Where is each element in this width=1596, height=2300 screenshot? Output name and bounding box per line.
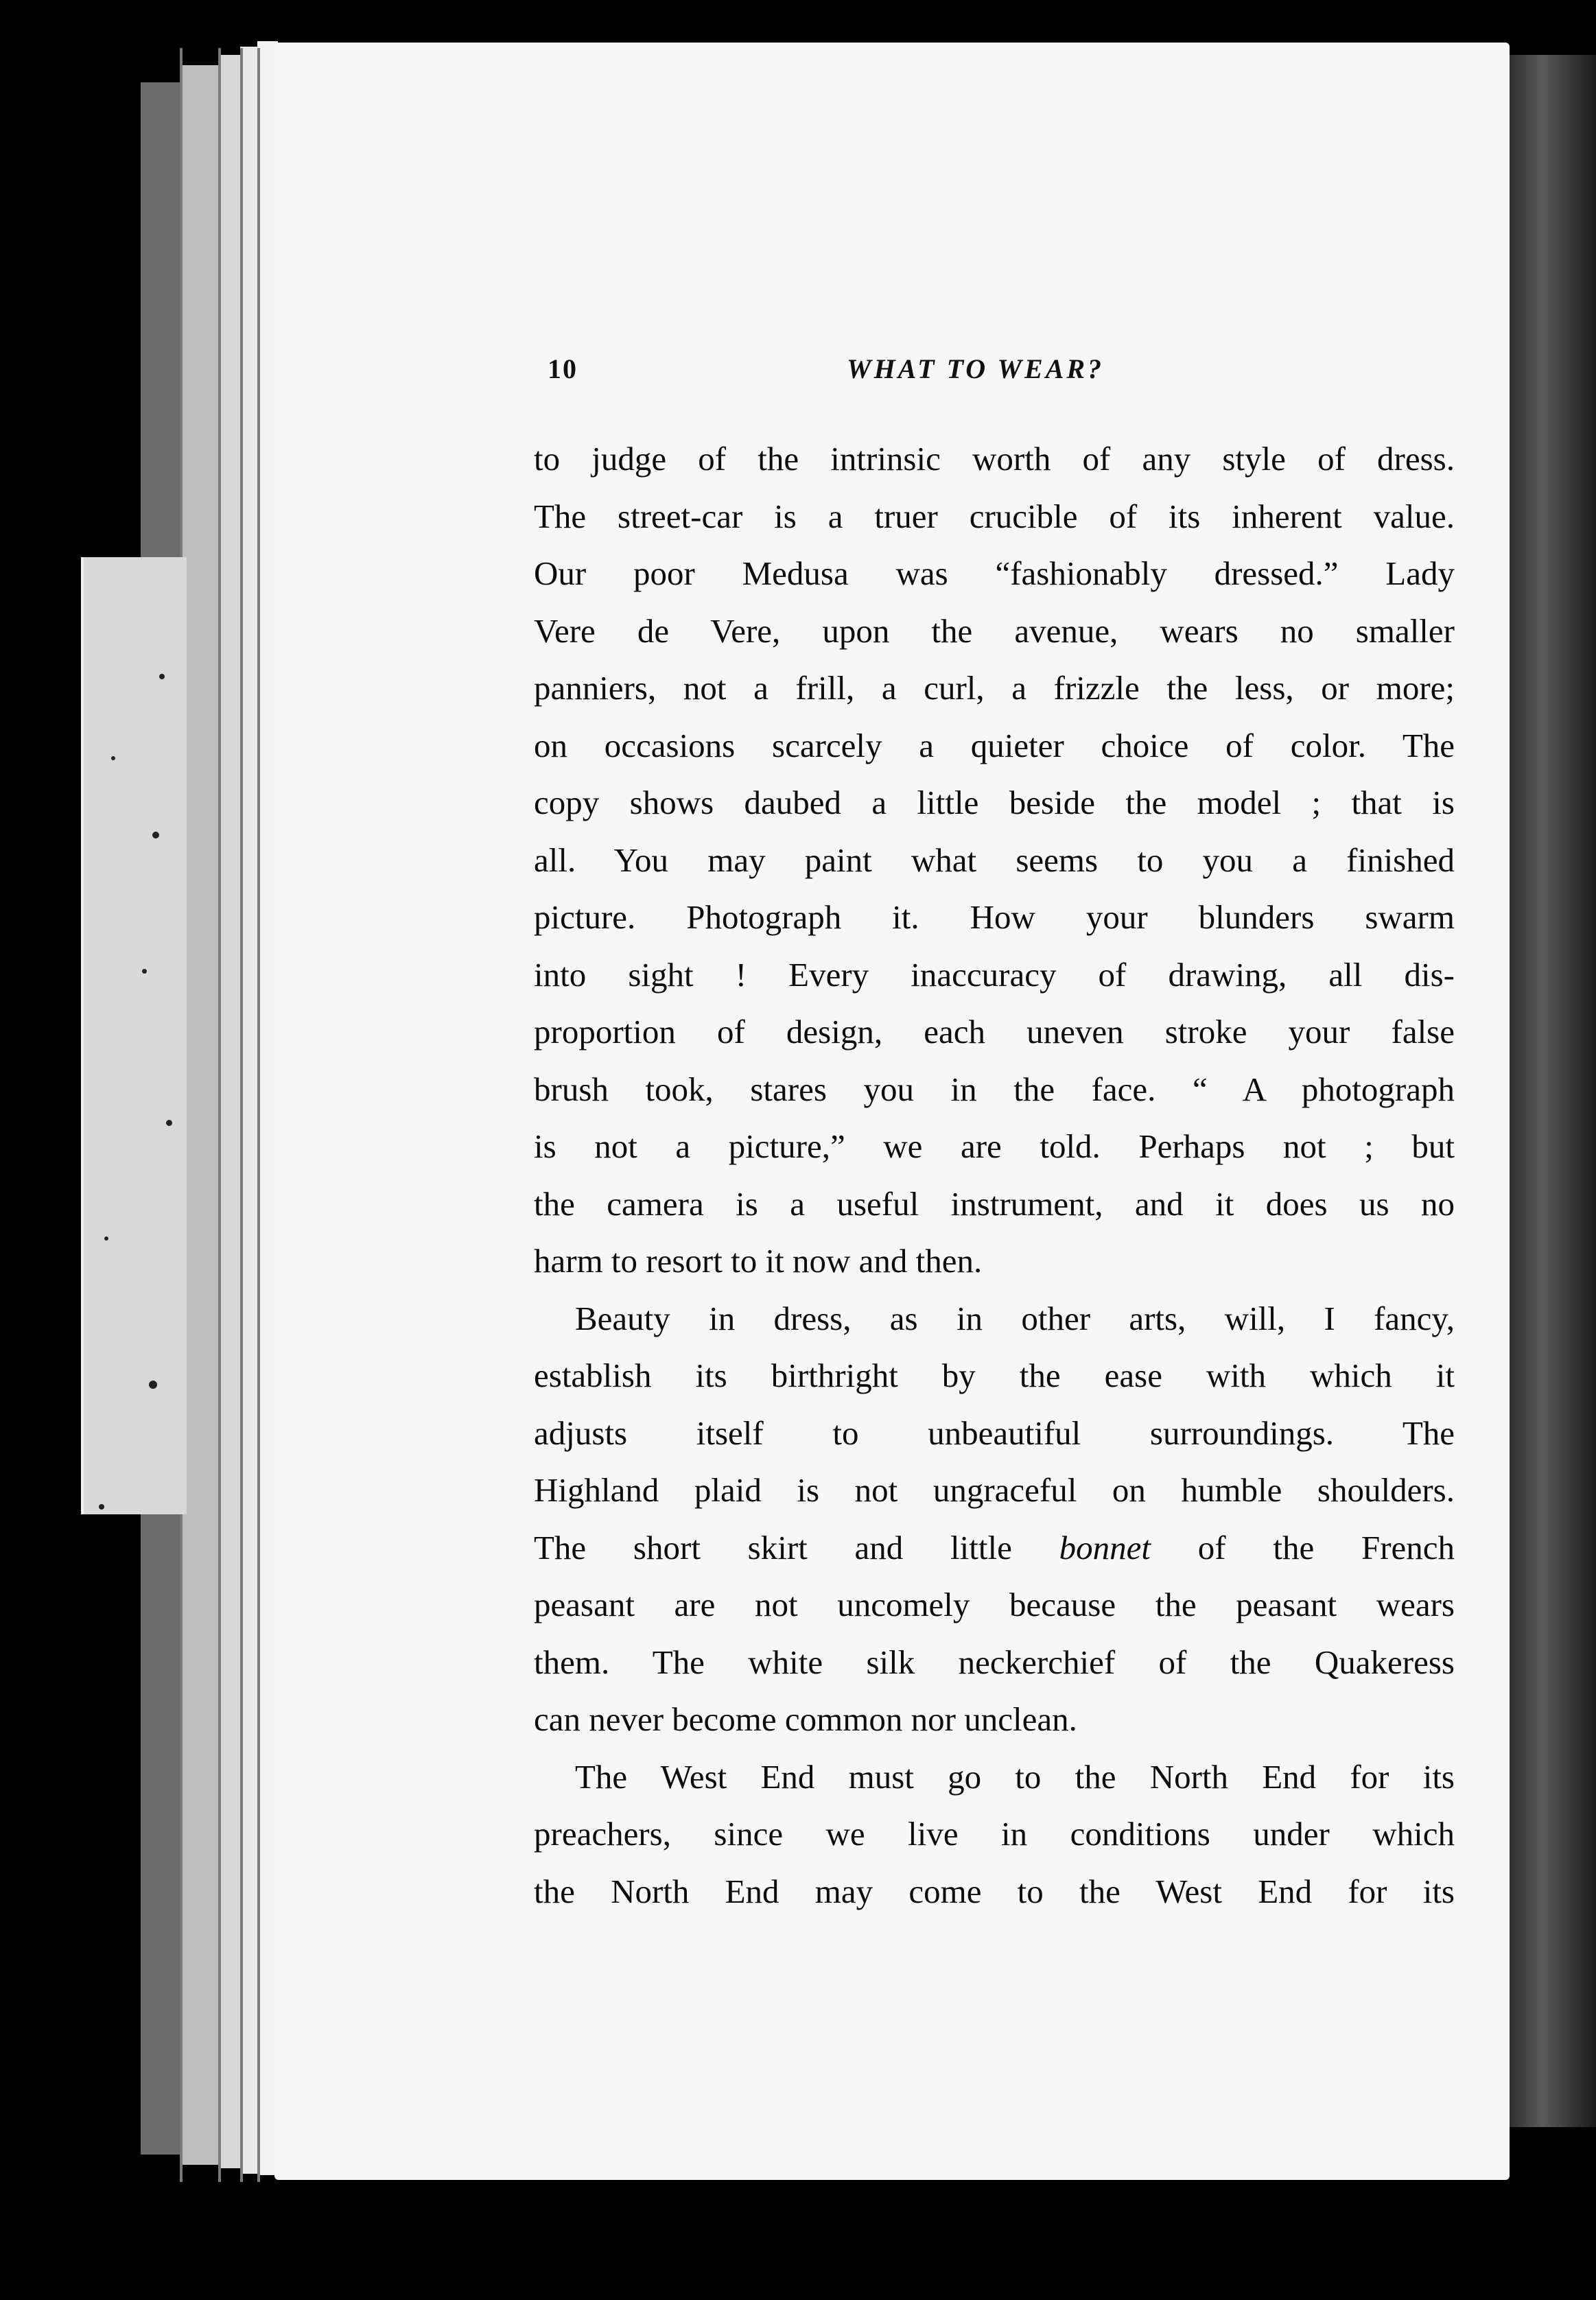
- text-line: the North End may come to the West End for its: [534, 1872, 1455, 1910]
- page-number: 10: [548, 353, 578, 384]
- right-page-stack: [1506, 55, 1596, 2127]
- page-edge-line: [240, 48, 243, 2182]
- text-line: Our poor Medusa was “fashionably dressed.” Lady: [534, 554, 1455, 592]
- text-line: panniers, not a frill, a curl, a frizzle the less, or more;: [534, 669, 1455, 707]
- text-line: proportion of design, each uneven stroke your false: [534, 1013, 1455, 1051]
- text-line: preachers, since we live in conditions under which: [534, 1815, 1455, 1853]
- text-line: into sight ! Every inaccuracy of drawing, all dis-: [534, 955, 1455, 994]
- text-run: The short skirt and little: [534, 1528, 1012, 1566]
- text-line: the camera is a useful instrument, and it does us no: [534, 1184, 1455, 1223]
- text-line: peasant are not uncomely because the peasant wears: [534, 1586, 1455, 1623]
- ink-speck: [149, 1381, 157, 1389]
- text-line: adjusts itself to unbeautiful surroundings. The: [534, 1413, 1455, 1452]
- text-run: of the French: [1197, 1528, 1455, 1566]
- ink-speck: [142, 969, 147, 974]
- text-line: can never become common nor unclean.: [534, 1700, 1077, 1738]
- page-edge-line: [218, 48, 221, 2182]
- ink-speck: [111, 756, 115, 760]
- text-line: brush took, stares you in the face. “ A photograph: [534, 1070, 1455, 1108]
- ink-speck: [166, 1120, 172, 1126]
- running-head: WHAT TO WEAR?: [847, 353, 1105, 384]
- italic-word: bonnet: [1059, 1528, 1151, 1566]
- body-text: [534, 430, 1455, 1920]
- text-line: on occasions scarcely a quieter choice of color. The: [534, 726, 1455, 764]
- page-edge-line: [257, 48, 260, 2182]
- book-page: [274, 43, 1510, 2180]
- text-line: The West End must go to the North End for its: [575, 1757, 1455, 1796]
- text-line: all. You may paint what seems to you a finished: [534, 841, 1455, 879]
- page-edge: [218, 55, 243, 2168]
- page-header: [274, 353, 1510, 394]
- text-line: copy shows daubed a little beside the model ; that is: [534, 784, 1455, 821]
- text-line: is not a picture,” we are told. Perhaps not ; but: [534, 1127, 1455, 1165]
- text-line: establish its birthright by the ease with which it: [534, 1357, 1455, 1394]
- text-line: Vere de Vere, upon the avenue, wears no smaller: [534, 611, 1455, 650]
- ink-speck: [152, 832, 159, 838]
- page-edge: [240, 47, 259, 2174]
- paper-tab: [81, 557, 187, 1514]
- text-line: Beauty in dress, as in other arts, will, I fancy,: [575, 1299, 1455, 1337]
- ink-speck: [159, 674, 165, 679]
- text-line: them. The white silk neckerchief of the Quakeress: [534, 1643, 1455, 1681]
- text-line: to judge of the intrinsic worth of any style of dress.: [534, 440, 1455, 478]
- text-line: Highland plaid is not ungraceful on humble shoulders.: [534, 1471, 1455, 1509]
- text-line: harm to resort to it now and then.: [534, 1242, 983, 1280]
- ink-speck: [104, 1236, 108, 1241]
- text-line-mixed: [534, 1519, 1455, 1577]
- ink-speck: [99, 1504, 104, 1510]
- text-line: picture. Photograph it. How your blunders swarm: [534, 898, 1455, 936]
- text-line: The street-car is a truer crucible of its inherent value.: [534, 497, 1455, 535]
